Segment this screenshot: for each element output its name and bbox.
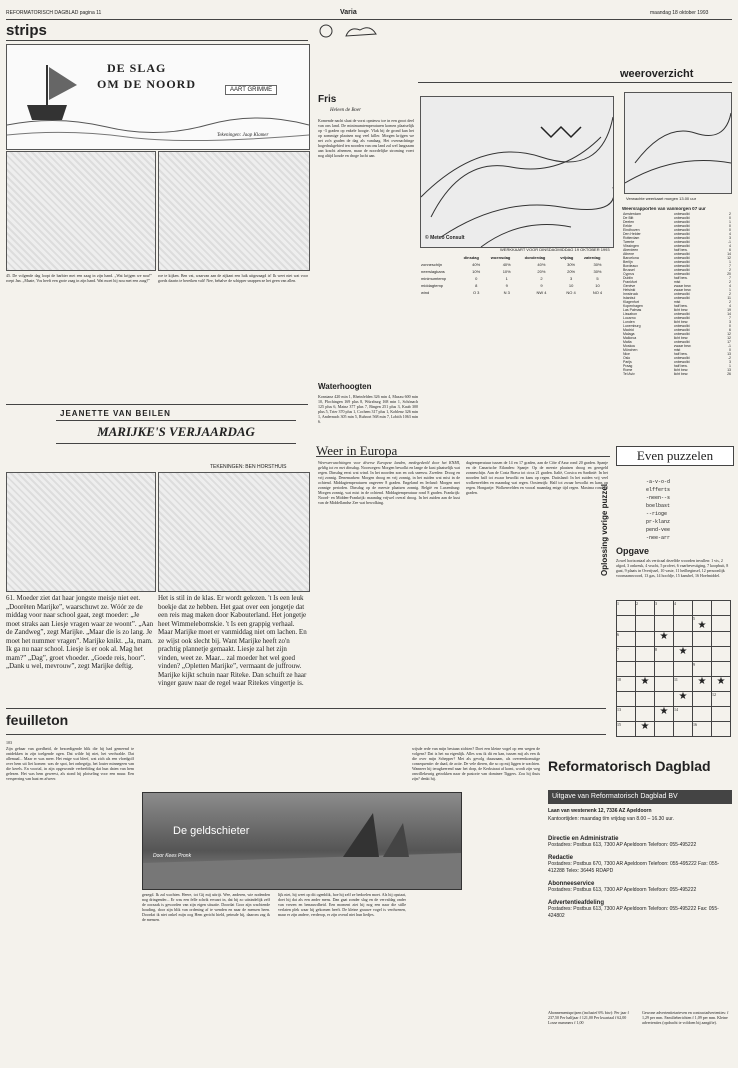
rd-title: Reformatorisch Dagblad [548,758,711,774]
forecast-header-cell: zaterdag [583,255,601,260]
station-row: Parijs onbewolkt 3 [623,360,731,364]
strip2-title: MARIJKE'S VERJAARDAG [97,424,255,439]
weer-europa-title: Weer in Europa [316,443,398,458]
station-row: Malta onbewolkt 17 [623,340,731,344]
station-row: Eindhoven onbewolkt 0 [623,228,731,232]
grid-cell[interactable] [655,677,674,692]
rd-address: Laan van westenenk 12, 7336 AZ Apeldoorn [548,808,652,814]
station-row: Rome licht bew. 13 [623,368,731,372]
grid-cell[interactable] [655,616,674,632]
grid-number: 11 [674,677,678,682]
map-caption: WERKKAART VOOR DINSDAGMIDDAG 19 OKTOBER 1993 [500,247,610,252]
solution-line: -neen--s [646,495,671,501]
weather-icons [316,22,406,40]
forecast-row: middagtemp 8 9 9 10 10 [421,283,600,288]
grid-cell[interactable] [617,692,636,707]
strip2-panel-left [6,472,156,592]
rd-blocks [548,830,732,920]
grid-cell[interactable] [712,601,731,616]
grid-number: 10 [617,677,621,682]
grid-cell[interactable] [693,647,712,662]
fris-text: Komende nacht slaat de vorst opnieuw toe in een groot deel van ons land. De minimumtemperaturen komen plaatselijk op -3 graden op enkele hoogte. Vlak bij de grond kan het op sommige plaatsen nog veel killer. Morgen krijgen we net zo'n graden de dag als vandaag. Het overnachtinge hogedrukgebied ten noorden van ons land zal wel langzaam aan kracht afnemen, maar de noordelijke stroming voert nog altijd koude en droge lucht aan. [318,118,414,158]
stations-title: Weersrapporten van vanmorgen 07 uur [622,206,706,211]
solution-line: pend-vee [646,527,671,533]
station-row: München mist 0 [623,348,731,352]
station-row: Berlijn onbewolkt 1 [623,260,731,264]
station-row: Londen licht bew. 3 [623,320,731,324]
station-row: Vlissingen onbewolkt 4 [623,244,731,248]
strip1-title-2: OM DE NOORD [97,77,196,91]
grid-number: 5 [693,616,695,621]
station-row: Madrid onbewolkt 6 [623,328,731,332]
station-row: Praag half bew. 1 [623,364,731,368]
grid-cell[interactable] [617,647,636,662]
grid-cell[interactable] [712,707,731,722]
solution-line: pr-klanz [646,519,671,525]
grid-number: 14 [674,707,678,712]
station-row: Den Helder onbewolkt 4 [623,232,731,236]
strip1-panel-left [6,151,156,271]
station-row: Dublin half bew. 7 [623,276,731,280]
feuilleton-col1: Zijn gebaar van goedheid, de bezoedigende blik die hij had gemeend te ontdekken in zijn toelgende ogen. Dat wilde hij niet, het verdwalde. Dat allemaal... Maar er was meer. Het enige wat bleef, wat zich als een vloedgolf over hem uit liet komen: was de spot, het onbegrijp, het louter minnegeen van die kerels. En voortal, in zijn opgewonde verbeelding dat hun daten van hem gelezen. Het was hem geweest, als stond hij plotseling voor een muur. Een versperring van haat en afweer. [6,746,134,781]
station-row: Luxemburg onbewolkt 0 [623,324,731,328]
weer-europa-col1: Weersverwachtingen voor diverse Europese landen, medegedeeld door het KNMI, geldig tot en met dinsdag. Noorwegen: Morgen bewolkt en lange de kust plaatselijk wat regen. Dinsdag eerst wat wind. In het noorden zon en ook sneeuw. Zweden: Droog en vrij zonnig. Denemarken: Morgen droog en vrij zonnig, in het zuiden wat mist in de ochtend. Middagtemperaturen ongeveer 8 graden. Engeland en Ierland: Morgen met zonnige perioden. Dinsdag op de meeste plaatsen zonnig. België en Luxemburg: Morgen zonnig, wat mist in de ochtend. Middagtemperatuur rond 8 graden. Frankrijk: Noord- en Midden-Frankrijk: maandag vrijwel overal droog. In het zuiden aan de kust van de Middellandse Zee wat bewolking. [318,460,460,505]
station-row: Kopenhagen half bew. 4 [623,304,731,308]
rd-block-title: Redactie [548,855,574,861]
station-row: Las Palmas licht bew. 19 [623,308,731,312]
small-weather-map [624,92,732,194]
strip2-artist: TEKENINGEN: BEN HORSTHUIS [210,464,287,470]
feuilleton-number: 103 [6,740,12,745]
grid-cell[interactable] [693,632,712,647]
rd-block-text: Postadres: Postbus 613, 7300 AP Apeldoorn Telefoon: 055-495222 [548,842,697,848]
grid-cell[interactable] [655,601,674,616]
masthead-left: REFORMATORISCH DAGBLAD pagina 11 [6,10,102,16]
grid-cell[interactable] [712,632,731,647]
rd-block-text: Postadres: Postbus 613, 7300 AP Apeldoorn Telefoon: 055-495222 Fax: 055-424802 [548,906,719,919]
star-icon: ★ [678,691,688,702]
feuilleton-col3: lijk niet, hij weet op dit ogenblik, hoe hij zelf ze bedoelen moet. Als hij opstaat, doet hij dat als een ander mens. Dan gaat zonder slag en de vervaldag onder van vrezen en benauwdheid. Een moment ziet hij nog een naar die stille verlaten plek waar hij gekomen heeft. De kleine grauwe vogel is verdwenen, maar er zijn andere, verderop, er zijn overal niet hun liedjes. [278,892,406,917]
grid-number: 4 [674,601,676,606]
grid-cell[interactable] [674,632,693,647]
star-icon: ★ [716,676,726,687]
grid-cell[interactable] [636,707,655,722]
grid-cell[interactable] [617,601,636,616]
grid-number: 7 [617,647,619,652]
grid-cell[interactable] [655,722,674,737]
station-row: Istanbul onbewolkt 11 [623,296,731,300]
waterhoogten-text: Konstanz 420 min 1, Rheinfelden 326 min 4, Maxau 600 min 10, Plochingen 169 plus 8, Würzburg 168 min 1, Schönach 125 plus 6, Mainz 377 plus 7, Bingen 251 plus 3, Kaub 300 plus 5, Trier 370 plus 1, Cochem 317 plus 1, Koblenz 326 min 1, Andernach 305 min 5, Ruhrort 568 min 7, Lobith 1063 min 6. [318,394,418,424]
rd-block-text: Postadres: Postbus 670, 7300 AR Apeldoorn Telefoon: 055-495222 Fax: 055-412288 Telex: 36445 RDAPD [548,861,720,874]
strip2-title-box [56,420,296,444]
small-map-caption: Verwachte weerkaart morgen 13.00 uur [626,196,697,201]
grid-cell[interactable] [674,662,693,677]
grid-cell[interactable] [617,722,636,737]
station-row: Barcelona onbewolkt 12 [623,256,731,260]
grid-cell[interactable] [655,692,674,707]
station-row: Tel Aviv licht bew. 26 [623,372,731,376]
opgave-title: Opgave [616,546,650,556]
fris-title: Fris [318,94,337,105]
solution-line: -nee-arr [646,535,671,541]
strip1-text-right: roe te kijken. Ben vat, waarvan aan de zijkant een luik uitgezaagd is! Ik weet niet wat voor goeds daarin te bereiken valt! Nee, behalve de schipper snappen ze het geen van allen. [158,273,308,283]
grid-cell[interactable] [712,692,731,707]
grid-cell[interactable] [617,662,636,677]
grid-cell[interactable] [693,722,712,737]
grid-number: 9 [693,662,695,667]
station-row: Moskou zwaar bew. -1 [623,344,731,348]
feuilleton-col4: wijsde rede van mijn bestaan zichten? Doet een kleine vogel op een wegen de volgens? Dat is het nu eigenlijk. Alles was ik dit en kan, tussen mij als een ik die over mijn Schepper? Met als gevolg duurzaam, als overeenkomstige consequentie: de daad, de actie. De vele dieren, die so op mij liggen te wachten. Wanneer hij terugkeerend naar het dorp, de Kerkstraat af komt, wordt zijn weg onwillekeurig getrokken naar de pastorie van dominee Tiggers. Zou hij thuis zijn? denkt hij. [412,746,540,781]
puzzel-grid [616,600,731,737]
strip1-author: AART GRIMME [225,85,277,95]
grid-cell[interactable] [712,616,731,632]
station-row: De Bilt onbewolkt 0 [623,216,731,220]
grid-number: 15 [617,722,621,727]
grid-cell[interactable] [636,692,655,707]
grid-cell[interactable] [674,616,693,632]
forecast-table [420,254,612,296]
grid-number: 12 [712,692,716,697]
feuilleton-photo-byline: Door Kees Pronk [153,853,192,859]
strip2-panel-right [158,472,310,592]
forecast-row: wind O 3 N 3 NW 4 NO 4 NO 4 [421,290,603,295]
grid-number: 16 [693,722,697,727]
grid-number: 3 [655,601,657,606]
star-icon: ★ [640,676,650,687]
grid-cell[interactable] [693,707,712,722]
grid-number: 8 [655,647,657,652]
grid-cell[interactable] [674,601,693,616]
strip1-artist: Tekeningen: Jaap Klamer [217,133,269,138]
star-icon: ★ [697,620,707,631]
puzzel-side-label: Oplossing vorige puzzel [600,483,609,576]
masthead-center: Varia [340,9,357,16]
station-row: Eelde onbewolkt 0 [623,224,731,228]
station-row: Bordeaux onbewolkt 7 [623,264,731,268]
grid-cell[interactable] [674,677,693,692]
forecast-row: zonneschijn 40% 40% 40% 30% 30% [421,262,602,267]
strip1-text-left: 45. De volgende dag loopt de barbier met een zaag in zijn hand. „Wat krijgen we nou!” roept Jan. „Maate, Vos heeft een grote zaag in zijn hand. Wat moet hij nou met een zaag?” [6,273,152,283]
station-row: Genève zwaar bew. 4 [623,284,731,288]
grid-number: 2 [636,601,638,606]
grid-cell[interactable] [693,692,712,707]
station-row: Helsinki zwaar bew. 1 [623,288,731,292]
weather-map [420,96,614,248]
grid-cell[interactable] [674,692,693,707]
station-row: Athene onbewolkt 14 [623,252,731,256]
opgave-text: Zowel horizontaal als verticaal dezelfde woorden invullen: 1 vis, 2 afgod, 3 onkreuk, 4 vrucht, 5 profeet, 6 vaarbevestiging, 7 koopbuit, 8 gaat, 9 plaats in Overijssel, 10 vaste, 11 heilbeginsel, 12 persoonlijk voornaamwoord, 13 gas, 14 hoofdje, 15 kansbel, 16 Hoefmiddel. [616,558,729,578]
grid-cell[interactable] [712,647,731,662]
station-row: Locarno onbewolkt 7 [623,316,731,320]
strip2-author: JEANETTE VAN BEILEN [60,409,171,418]
rd-block-title: Advertentieafdeling [548,900,605,906]
station-row: Nice half bew. 13 [623,352,731,356]
grid-cell[interactable] [712,722,731,737]
star-icon: ★ [640,721,650,732]
rd-block-text: Postadres: Postbus 613, 7300 AP Apeldoorn Telefoon: 055-495222 [548,887,697,893]
station-row: Brussel onbewolkt 2 [623,268,731,272]
rd-foot2: Gewone advertentietarieven en contractadvertenties: f 1,29 per mm. Familieberichten f 1,09 per mm. Kleine advertenties (opdracht te voldoen bij aangifte). [642,1010,729,1025]
station-row: Twente onbewolkt -1 [623,240,731,244]
grid-cell[interactable] [617,632,636,647]
forecast-row: neerslagkans 10% 10% 20% 20% 30% [421,269,602,274]
station-row: Deelen onbewolkt 1 [623,220,731,224]
grid-cell[interactable] [674,647,693,662]
star-icon: ★ [697,676,707,687]
grid-cell[interactable] [636,601,655,616]
station-row: Aberdeen half bew. 6 [623,248,731,252]
feuilleton-title: feuilleton [6,712,69,728]
star-icon: ★ [659,631,669,642]
grid-cell[interactable] [674,722,693,737]
strip2-text-left: 61. Moeder ziet dat haar jongste meisje niet eet. „Doorëten Marijke”, waarschuwt ze. Wóór ze de middag voor naar school gaat, zegt moeder: „Je moet straks aan Liesje vragen waar ze woont”. „Aan de Zandweg”, zegt Marijke. „Maar die is zo lang. Je moet het nummer vragen”. Marijke knikt. „Ja, mam. Ik ga nu naar school. Liesje is er ook al. Mag het mam?” „Dag”, groet vhoeder. „Goede reis, hoor”. „Dank u wel, mevrouw”, zegt Marijke deftig. [6,594,154,670]
station-row: Malaga onbewolkt 12 [623,332,731,336]
grid-cell[interactable] [693,677,712,692]
station-row: Klagenfurt mist 2 [623,300,731,304]
solution-line: boelbast [646,503,671,509]
forecast-header-cell [420,254,463,261]
grid-cell[interactable] [693,616,712,632]
grid-cell[interactable] [617,707,636,722]
waterhoogten-title: Waterhoogten [318,382,372,391]
station-row: Amsterdam onbewolkt 2 [623,212,731,216]
grid-cell[interactable] [636,647,655,662]
weer-europa-col2: dagtemperatuur tussen de 14 en 17 graden, aan de Côte d'Azur rond 20 graden. Spanje en de Canarische Eilanden: Spanje: Op de meeste plaatsen droog en geregeld zonneschijn. Aan de Costa Brava tot circa 21 graden. Italië, Corsica en Sardinië: In het noorden half tot zwaar bewolkt en kans op regen. Duitsland: In het zuiden vrij veel wolkenvelden en maandag wat regen. Oostenrijk: Half tot zwaar bewolkt en kans op regen. Hongarije: Wolkenvelden en vooral maandag enige tijd regen. Maxima rond 12 graden. [466,460,608,495]
strip1-title-1: DE SLAG [107,61,167,75]
masthead-date: maandag 18 oktober 1993 [650,10,709,16]
forecast-header-cell: donderdag [524,255,546,260]
weer-europa-header [316,442,610,457]
station-row: Mallorca licht bew. 12 [623,336,731,340]
grid-cell[interactable] [617,616,636,632]
strip1-panel-right [158,151,310,271]
solution-line: --rioge [646,511,668,517]
grid-cell[interactable] [693,601,712,616]
grid-cell[interactable] [655,662,674,677]
grid-cell[interactable] [693,662,712,677]
station-row: Rotterdam onbewolkt 3 [623,236,731,240]
strip2-text-right: Het is stil in de klas. Er wordt gelezen. 't Is een leuk boekje dat ze hebben. Het gaat over een jongetje dat een reis mag maken door Kabouterland. Het jongetje heet Wimmelebomskie. 't Is een grappig verhaal. Maar Marijke moet er vanmiddag niet om lachen. En ze wijst ook slecht bij. Want Marijke heeft zo'n prachtig plannetje gemaakt. Liesje zal het zijn vinden, weet ze. Maar... zal moeder het wel goed vinden? „Opletten Marijke”, vermaant de juffrouw. Marijke kijkt schuin naar Riteke. Dan schuift ze haar vinger gauw naar de regel waar Ritekes vingertje is. [158,594,307,687]
grid-cell[interactable] [617,677,636,692]
grid-cell[interactable] [636,722,655,737]
feuilleton-col2: gezegd. Ik zal wachten. Heere, tot Gij mij uitrijt. Wee, anderen, wie nodenden nog dringender... Er was een felle schrik ervaart in, dat hij zo uitsindelijk zelf de oorzaak is geworden van zijn eigen situatie. Doordat Goor zijn wachtende houding, door zijn blik van ordening af te wenden en naar de mensen heen. Doordat ik niet onkel mijn oog Hem gericht hield, peinsde hij, daarom zag ik de mensen. [142,892,270,922]
station-row: Cyprus onbewolkt 20 [623,272,731,276]
puzzel-title: Even puzzelen [636,448,714,463]
forecast-header-cell: woensdag [490,255,511,260]
puzzel-header [616,446,734,466]
station-row: Lissabon onbewolkt 14 [623,312,731,316]
grid-cell[interactable] [655,632,674,647]
forecast-header-cell: dinsdag [463,255,479,260]
feuilleton-photo-title: De geldschieter [173,825,250,837]
strip1-title-panel [6,44,310,150]
puzzel-solution [646,478,730,542]
rd-subtitle: Uitgave van Reformatorisch Dagblad BV [548,790,732,804]
map-copyright: © Meteo Consult [425,235,465,241]
fris-byline: Heleen de Boer [330,108,362,113]
station-row: Oslo onbewolkt -2 [623,356,731,360]
grid-cell[interactable] [636,662,655,677]
grid-cell[interactable] [636,632,655,647]
solution-line: elfferts [646,487,671,493]
grid-cell[interactable] [712,662,731,677]
strips-heading: strips [6,22,47,39]
forecast-header-cell: vrijdag [560,255,574,260]
stations-table [622,212,732,376]
rd-foot1: Abonnementsprijzen (inclusief 6% btw): Per jaar f 237,50 Per halfjaar f 121,00 Per kwartaal f 62,00 Losse nummers f 1,00 [548,1010,629,1025]
grid-number: 1 [617,601,619,606]
star-icon: ★ [659,706,669,717]
grid-cell[interactable] [674,707,693,722]
star-icon: ★ [678,646,688,657]
grid-cell[interactable] [636,616,655,632]
grid-cell[interactable] [636,677,655,692]
rd-kantoor: Kantoortijden: maandag t/m vrijdag van 8.00 – 16.30 uur. [548,816,674,822]
station-row: Innsbruck onbewolkt 2 [623,292,731,296]
grid-cell[interactable] [712,677,731,692]
forecast-row: minimumtemp 0 1 2 3 5 [421,276,599,281]
grid-cell[interactable] [655,707,674,722]
solution-line: -a-v-o-d [646,479,671,485]
grid-number: 13 [617,707,621,712]
rd-block-title: Directie en Administratie [548,836,619,842]
station-row: Frankfurt mist 2 [623,280,731,284]
grid-cell[interactable] [655,647,674,662]
weeroverzicht-title: weeroverzicht [620,68,694,80]
rd-block-title: Abonneeservice [548,881,595,887]
grid-number: 6 [617,632,619,637]
